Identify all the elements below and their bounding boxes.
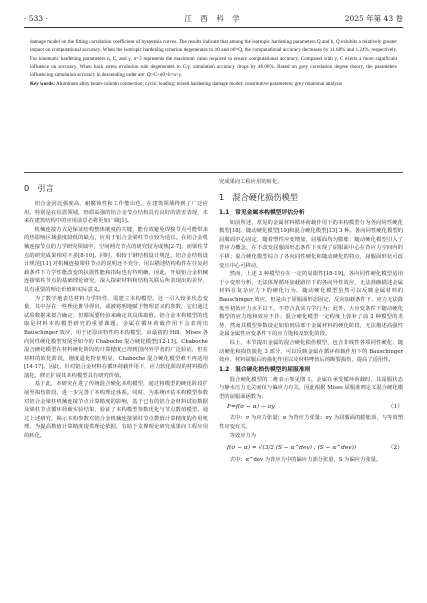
section-rule bbox=[24, 172, 403, 173]
right-column bbox=[219, 178, 403, 465]
paragraph: 究成果向工程应用的转化。 bbox=[219, 179, 283, 185]
paragraph: 如前所述，常见的金属材料循环荷载作用下的本构模型分为各向同性硬化模型[18]、随动硬化模型[19]和混合硬化模型[13] 3 种。各向同性硬化模型的屈服面中心固定，随着塑性应变增加，屈服面均匀膨胀；随动硬化模型引入了背应力概念，在不改变屈服面形态条件下实现了屈服面中心在背应力空间内的平移；混合硬化模型综合了各向同性硬化和随动硬化的特点，屈服面形状可改变且中心可移动。 bbox=[219, 219, 403, 269]
header-rule bbox=[24, 27, 403, 28]
left-column bbox=[24, 178, 208, 441]
english-abstract bbox=[30, 38, 397, 89]
section-heading-intro: 0 引言 bbox=[24, 183, 54, 193]
paragraph: 综上，本节提出金属的混合硬化损伤模型，包含非线性各项同性硬化、随动硬化和损伤演化 3 部分，可以反映金属在循环荷载作用下的 Bauschinger 效应、材料屈服后的强化作用以及材料啤值后的断裂损伤，提高了适用性。 bbox=[219, 339, 403, 364]
paragraph: 式中：σ 为应力张量；α 为背应力张量；σy 为屈服面的膨胀项，与等效塑性应变有关。 bbox=[219, 415, 403, 431]
journal-name: 江 西 科 学 bbox=[184, 14, 243, 23]
keywords-label: Key words: bbox=[30, 81, 56, 88]
section-heading-1: 1 混合硬化损伤模型 bbox=[219, 191, 298, 202]
paragraph: 然而，上述 3 种模型存在一定的局限性[18-19]。各向同性硬化模型适用于小变形分析，无法体现循环加载路径下的各向异性效应，无法准确描述金属材料在复杂应力下的硬化行为。随动硬化模型虽然可以反映金属材料的 Bauschinger 效应，但是由于屈服面形态固定，反向加载条件下，应力无法降低至初始应力水平以下，不符合真实力学行为；此外，大应变条件下随动硬化模型的应力饱和效应不佳；混合硬化模型一定程度上弥补了前 2 种模型的劣势，然而其模型参数设定如恰到局部于金属材料的硬化阶段，无法描述高强性金属金属性应变条件下的应力饱和及软化阶段。 bbox=[219, 271, 403, 338]
keywords-text: Aluminum alloy beam-column connection; cyclic loading; mixed hardening damage model; constitutive parameters; grey relational analysis bbox=[56, 81, 343, 88]
subsection-heading-1-1: 1.1 常见金属本构模型评估分析 bbox=[219, 209, 305, 216]
paragraph: 混合硬化模型的二维表示参见图 1。金属在承受循环荷载时，其屈服状态与静水压力无关而仅与偏应力有关，因此根据 Mises 屈服准则定义混合硬化模型的屈服面函数为： bbox=[219, 376, 403, 400]
paragraph: 为了数学地表达材料力学特性，需建立本构模型。这一引入较多状态变量，其中存在一些理论推导得出，或被将明地赋予物理意义的参数，它们通过试验数据来拟合确定；但都需要经验来确定其具体取值。铝合金本构模型的选取是材料本构模型研究的重要课题。金属在循环荷载作用下会表现出 Bauschinger 效应，用于还原该特性的本构模型，由最初的 Hill、Mises 各向同性硬化模型发展至如今的 Chaboche 混合硬化模型[12-13]。Chaboche 混合硬化模型在材料硬化阶段的计算精度已得到国内外学者的广泛验证，但在材料的软化阶段，刚度退化特征明显，Chaboche 混合硬化模型难不再适用[14-17]。因此，针对铝合金材料在循环荷载作用下，应力软化阶段的材料损伤演化，修正扩展其本构模型具有研究价值。 bbox=[24, 295, 208, 379]
running-header bbox=[24, 12, 403, 26]
equation-2 bbox=[219, 441, 403, 455]
paragraph: 基于此，本研究在进了传统混合硬化本构模型，通过将模型的硬化阶段扩展至损伤阶段，进一步完善了本构理论体系。同时，为系统评估本构模型参数对铝合金梁柱机械连接节点计算精度的影响，基于已有的铝合金材料试验数据及梁柱节点循环荷载实验结果，验证了本构模型参数优化与节点数值模型。通过上述研究，揭示本构参数对铝合金机械连接梁柱节点数值计算精度的作用机理，为提高数值计算精度提供理论依据，有助于支撑理论研究成果向工程应用的转化。 bbox=[24, 381, 208, 440]
abstract-text: damage model on the fitting correlation coefficient of hysteresis curves. The results indicate that among the isotropic hardening parameters Q and b, Q exhibits a relatively greater impact on computational accuracy. When the isotropic hardening criterion degenerates to σ0 and σ0=Q, the computational accuracy decreases by 11.68% and 1.24%, respectively. For kinematic hardening parameters n, C, and γ, n=3 represents the maximum value required to ensure computational accuracy. Compared with γ, C exerts a more significant influence on accuracy. When back stress evolution rule degenerates to C/γ, simulation accuracy drops by 48.06%. Based on grey correlation degree theory, the parameters influencing simulation accuracy in descending order are: Q>C>σ0>b>n>γ. bbox=[30, 39, 397, 79]
equation-number: （2） bbox=[387, 445, 403, 452]
paragraph: 式中：α^dev 为背应力中的偏应力部分张量，S 为偏应力张量。 bbox=[229, 457, 382, 464]
paragraph: 铝合金因比强度高、耐腐蚀性和工作能出色，在建筑领域得到了广泛应用。特别是在抗震领域，轻质高强的铝合金节点结构具有良好的震害表现，未来在建筑结构中的应用前景必将更加广阔[1]。 bbox=[24, 201, 208, 225]
equation-body: f(σ − α) = √(3/2 (S − α^dev) : (S − α^dev)) bbox=[227, 445, 357, 452]
paragraph: 机械连接方式是保证结构整体刚度的关键，能有效避免焊接节点可能带来的热影响区域强度降低的缺点，应用于铝合金梁柱节点较为适宜。在铝合金机械连接节点的力学研究领域中，空间网壳节点的研究较为成熟[2-7]，而梁柱节点的研究成果相对不多[8-10]。同时，相较于钢结构设计规范，铝合金结构设计规范[11] 对机械连接梁柱节点的说明还不充分，用以描述结构构件在往复荷载条件下力学性能改变的抗震性能和指标也有待明确。因此，开展铝合金机械连接梁柱节点的基础理论研究，深入探索材料和结构关联后所表现出的差异，具有重要的理论价值和实际意义。 bbox=[24, 226, 208, 293]
paragraph: 等效应力为 bbox=[229, 432, 257, 439]
page-number: · 533 · bbox=[24, 14, 48, 23]
keywords bbox=[30, 80, 397, 88]
equation-body: F=f(σ − α) − σy bbox=[227, 404, 275, 411]
equation-1 bbox=[219, 402, 403, 413]
subsection-heading-1-2: 1.2 混合硬化损伤模型的屈服准则 bbox=[219, 366, 311, 373]
volume-info: 2025 年第 43 卷 bbox=[344, 14, 403, 23]
equation-number: （1） bbox=[387, 404, 403, 411]
